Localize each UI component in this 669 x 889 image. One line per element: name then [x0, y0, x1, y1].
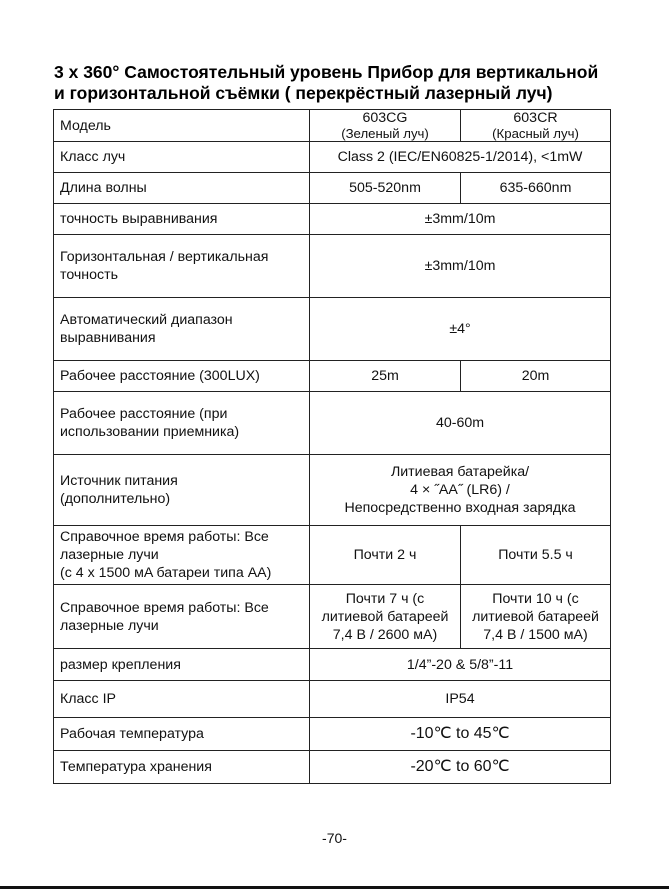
row-label: размер крепления: [54, 649, 310, 681]
table-header-row: [54, 110, 611, 142]
row-label: [54, 392, 310, 455]
row-value-603cg: Почти 2 ч: [310, 526, 461, 585]
title-line-1: 3 x 360° Самостоятельный уровень Прибор для вертикальной: [54, 62, 599, 82]
row-label-line: лазерные лучи: [60, 547, 159, 563]
table-row: [54, 204, 611, 235]
row-value-603cr: [461, 585, 611, 649]
row-label: [54, 235, 310, 298]
table-row: [54, 751, 611, 784]
model-603cr: [461, 110, 611, 142]
model-name: 603CG: [362, 110, 408, 126]
table-row: [54, 455, 611, 526]
row-label-line: Горизонтальная / вертикальная: [60, 249, 269, 265]
row-value: Class 2 (IEC/EN60825-1/2014), <1mW: [310, 142, 611, 173]
row-label: [54, 455, 310, 526]
row-label: Длина волны: [54, 173, 310, 204]
row-label: [54, 585, 310, 649]
row-label: точность выравнивания: [54, 204, 310, 235]
table-row: [54, 526, 611, 585]
table-row: [54, 718, 611, 751]
row-label-line: Автоматический диапазон: [60, 312, 233, 328]
row-label-line: Источник питания: [60, 473, 178, 489]
table-row: [54, 649, 611, 681]
row-value-line: литиевой батареей: [472, 608, 599, 625]
row-value-603cr: 20m: [461, 361, 611, 392]
table-row: [54, 585, 611, 649]
row-value-line: 4 × ˝AA˝ (LR6) /: [410, 482, 510, 498]
row-value-line: литиевой батареей: [321, 608, 449, 625]
row-value-line: 7,4 В / 2600 мА): [332, 626, 438, 643]
row-label: Рабочая температура: [54, 718, 310, 751]
row-value: [310, 455, 611, 526]
row-value-603cg: 505-520nm: [310, 173, 461, 204]
row-label: [54, 298, 310, 361]
table-row: [54, 235, 611, 298]
row-label-line: (дополнительно): [60, 491, 171, 507]
model-label: Модель: [54, 110, 310, 142]
table-row: [54, 392, 611, 455]
row-value-line: Почти 10 ч (с: [492, 590, 579, 607]
row-value-line: Почти 7 ч (с: [345, 590, 425, 607]
row-value-603cg: 25m: [310, 361, 461, 392]
row-value: -20℃ to 60℃: [310, 751, 611, 784]
model-name: 603CR: [513, 110, 558, 126]
page-number: -70-: [322, 830, 347, 846]
row-label-line: выравнивания: [60, 330, 156, 346]
row-value-line: Литиевая батарейка/: [390, 464, 530, 480]
row-value-603cr: Почти 5.5 ч: [461, 526, 611, 585]
row-value: ±3mm/10m: [310, 235, 611, 298]
row-label-line: Справочное время работы: Все: [60, 599, 269, 616]
table-row: [54, 681, 611, 718]
model-603cg: [310, 110, 461, 142]
title-line-2: и горизонтальной съёмки ( перекрёстный лазерный луч): [54, 83, 553, 103]
row-label: [54, 526, 310, 585]
row-label-line: Рабочее расстояние (при: [60, 406, 228, 422]
row-value-603cr: 635-660nm: [461, 173, 611, 204]
row-value-603cg: [310, 585, 461, 649]
row-label: Рабочее расстояние (300LUX): [54, 361, 310, 392]
row-value-line: Непосредственно входная зарядка: [344, 500, 576, 516]
document-title: [54, 62, 634, 104]
table-row: [54, 361, 611, 392]
row-label-line: Справочное время работы: Все: [60, 529, 269, 545]
row-label-line: лазерные лучи: [60, 617, 159, 634]
row-label: Класс луч: [54, 142, 310, 173]
row-label-line: использовании приемника): [60, 424, 240, 440]
row-value: -10℃ to 45℃: [310, 718, 611, 751]
row-value: 40-60m: [310, 392, 611, 455]
row-label: Класс IP: [54, 681, 310, 718]
row-label-line: точность: [60, 267, 119, 283]
row-value: IP54: [310, 681, 611, 718]
row-value-line: 7,4 В / 1500 мА): [483, 626, 588, 643]
table-row: [54, 142, 611, 173]
table-row: [54, 173, 611, 204]
row-label: Температура хранения: [54, 751, 310, 784]
model-beam: (Красный луч): [492, 126, 579, 141]
row-label-line: (с 4 x 1500 мA батареи типа AA): [60, 565, 272, 581]
table-row: [54, 298, 611, 361]
row-value: 1/4”-20 & 5/8”-11: [310, 649, 611, 681]
row-value: ±4°: [310, 298, 611, 361]
spec-table: [53, 109, 611, 784]
model-beam: (Зеленый луч): [341, 126, 429, 141]
row-value: ±3mm/10m: [310, 204, 611, 235]
